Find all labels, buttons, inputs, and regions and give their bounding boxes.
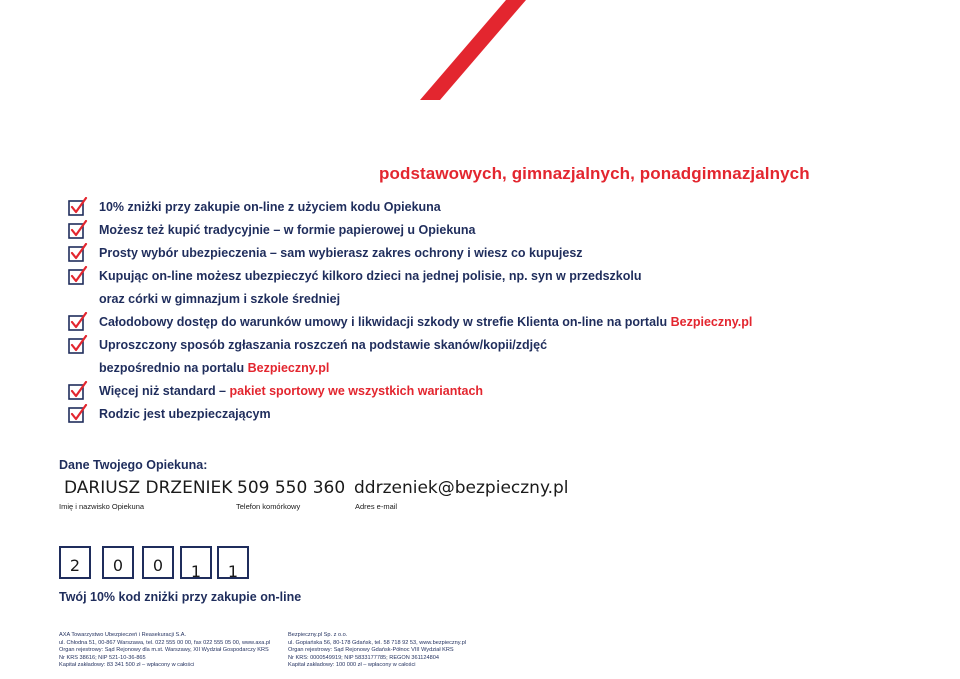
- checkbox-checked-icon: [68, 266, 88, 286]
- code-digit-box: 0: [142, 546, 174, 579]
- benefits-list: [68, 196, 948, 426]
- footer-line: AXA Towarzystwo Ubezpieczeń i Reasekuracji S.A.: [59, 632, 187, 638]
- footer-line: Organ rejestrowy: Sąd Rejonowy Gdańsk-Północ VIII Wydział KRS: [288, 647, 454, 654]
- checkbox-checked-icon: [68, 220, 88, 240]
- benefit-row: [68, 265, 948, 288]
- footer-line: ul. Gopiańska 56, 80-178 Gdańsk, tel. 58 718 92 53, www.bezpieczny.pl: [288, 639, 467, 646]
- benefit-text: Uproszczony sposób zgłaszania roszczeń na podstawie skanów/kopii/zdjęć: [99, 338, 548, 352]
- checkbox-checked-icon: [68, 381, 88, 401]
- guardian-name: DARIUSZ DRZENIEK: [64, 478, 233, 498]
- benefit-row: [68, 380, 948, 403]
- code-digit-box: 2: [59, 546, 91, 579]
- discount-code-caption: Twój 10% kod zniżki przy zakupie on-line: [59, 590, 302, 604]
- code-digit-box: 1: [180, 546, 212, 579]
- checkbox-checked-icon: [68, 197, 88, 217]
- benefit-highlight: pakiet sportowy we wszystkich wariantach: [229, 384, 484, 398]
- checkbox-checked-icon: [68, 243, 88, 263]
- benefit-row: [68, 242, 948, 265]
- code-digit-box: 1: [217, 546, 249, 579]
- benefit-text: 10% zniżki przy zakupie on-line z użyciem kodu Opiekuna: [99, 200, 441, 214]
- checkbox-checked-icon: [68, 335, 88, 355]
- benefit-row: [68, 403, 948, 426]
- benefit-text: Więcej niż standard –: [99, 384, 230, 398]
- benefit-text: oraz córki w gimnazjum i szkole średniej: [99, 292, 341, 306]
- benefit-highlight: Bezpieczny.pl: [247, 361, 330, 375]
- benefit-row: [68, 357, 948, 380]
- school-types-heading: podstawowych, gimnazjalnych, ponadgimnazjalnych: [379, 164, 810, 183]
- footer-axa: [59, 632, 270, 670]
- benefit-text: Rodzic jest ubezpieczającym: [99, 407, 271, 421]
- benefit-text: Kupując on-line możesz ubezpieczyć kilkoro dzieci na jednej polisie, np. syn w przedszkolu: [99, 269, 642, 283]
- benefit-row: [68, 288, 948, 311]
- benefit-highlight: Bezpieczny.pl: [670, 315, 753, 329]
- footer-line: Nr KRS 38616; NIP 521-10-36-865: [59, 654, 146, 661]
- footer-line: Kapitał zakładowy: 83 341 500 zł – wpłacony w całości: [59, 662, 195, 669]
- benefit-text: Całodobowy dostęp do warunków umowy i likwidacji szkody w strefie Klienta on-line na portalu: [99, 315, 671, 329]
- benefit-row: [68, 219, 948, 242]
- guardian-email: ddrzeniek@bezpieczny.pl: [354, 478, 569, 498]
- code-digit-box: 0: [102, 546, 134, 579]
- benefit-text: Możesz też kupić tradycyjnie – w formie papierowej u Opiekuna: [99, 223, 476, 237]
- benefit-row: [68, 334, 948, 357]
- footer-line: Bezpieczny.pl Sp. z o.o.: [288, 632, 348, 638]
- footer-line: Kapitał zakładowy: 100 000 zł – wpłacony w całości: [288, 662, 416, 669]
- checkbox-checked-icon: [68, 312, 88, 332]
- guardian-phone: 509 550 360: [237, 478, 346, 498]
- benefit-text: Prosty wybór ubezpieczenia – sam wybierasz zakres ochrony i wiesz co kupujesz: [99, 246, 583, 260]
- benefit-row: [68, 196, 948, 219]
- footer-line: Organ rejestrowy: Sąd Rejonowy dla m.st. Warszawy, XII Wydział Gospodarczy KRS: [59, 647, 269, 654]
- guardian-name-label: Imię i nazwisko Opiekuna: [59, 502, 145, 511]
- checkbox-checked-icon: [68, 404, 88, 424]
- footer-bezpieczny: [288, 632, 466, 670]
- guardian-email-label: Adres e-mail: [355, 502, 398, 511]
- footer-line: ul. Chłodna 51, 00-867 Warszawa, tel. 022 555 00 00, fax 022 555 05 00, www.axa.pl: [59, 639, 271, 646]
- guardian-section-title: Dane Twojego Opiekuna:: [59, 458, 208, 472]
- footer-line: Nr KRS: 0000549919; NIP 5833177785; REGON 361124804: [288, 654, 439, 661]
- benefit-text: bezpośrednio na portalu: [99, 361, 248, 375]
- guardian-phone-label: Telefon komórkowy: [236, 502, 301, 511]
- benefit-row: [68, 311, 948, 334]
